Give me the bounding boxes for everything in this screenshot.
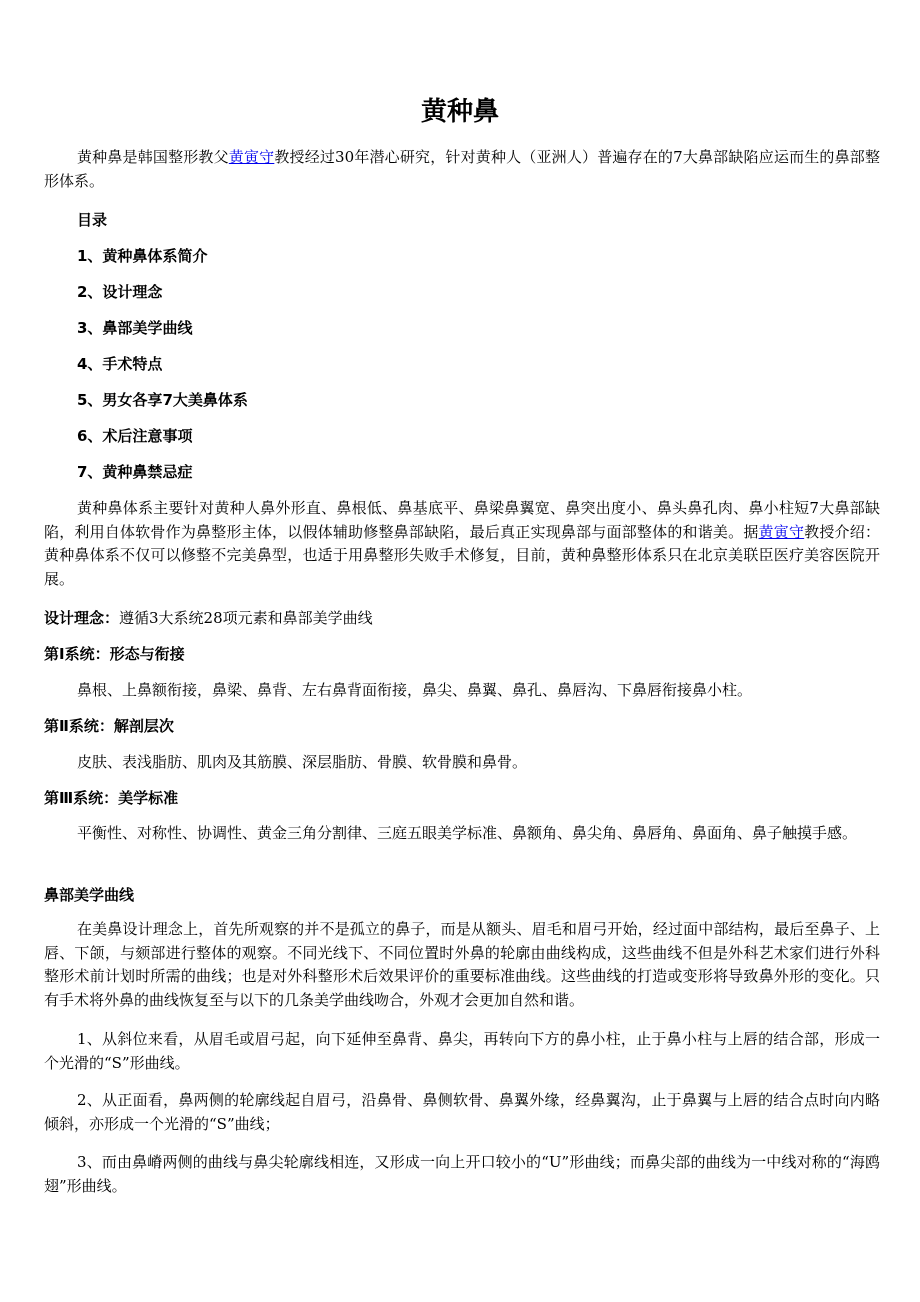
- page-title: 黄种鼻: [420, 97, 499, 127]
- summary-paragraph: [44, 497, 880, 591]
- curves-intro: 在美鼻设计理念上，首先所观察的并不是孤立的鼻子，而是从额头、眉毛和眉弓开始，经过面中部结构，最后至鼻子、上唇、下颌，与颏部进行整体的观察。不同光线下、不同位置时外鼻的轮廓由曲线构成，这些曲线不但是外科艺术家们进行外科整形术前计划时所需的曲线；也是对外科整形术后效果评价的重要标准曲线。这些曲线的打造或变形将导致鼻外形的变化。只有手术将外鼻的曲线恢复至与以下的几条美学曲线吻合，外观才会更加自然和谐。: [44, 920, 880, 1009]
- design-heading-text: 遵循3大系统28项元素和鼻部美学曲线: [119, 609, 373, 627]
- curves-heading: 鼻部美学曲线: [44, 886, 135, 904]
- system-3-heading: 第Ⅲ系统：美学标准: [44, 789, 179, 807]
- system-3-text: 平衡性、对称性、协调性、黄金三角分割律、三庭五眼美学标准、鼻额角、鼻尖角、鼻唇角、鼻面角、鼻子触摸手感。: [77, 824, 858, 842]
- curve-item-3: 3、而由鼻嵴两侧的曲线与鼻尖轮廓线相连，又形成一向上开口较小的“U”形曲线；而鼻尖部的曲线为一中线对称的“海鸥翅”形曲线。: [44, 1153, 880, 1195]
- toc-item-5: 5、男女各享7大美鼻体系: [77, 391, 248, 409]
- summary-text-part2: 教授介绍：黄种鼻体系不仅可以修整不完美鼻型，也适于用鼻整形失败手术修复，目前，黄种鼻整形体系只在北京美联臣医疗美容医院开展。: [44, 522, 880, 588]
- toc-item-1: 1、黄种鼻体系简介: [77, 247, 208, 265]
- design-heading: [44, 607, 880, 629]
- summary-text-part1: 黄种鼻体系主要针对黄种人鼻外形直、鼻根低、鼻基底平、鼻梁鼻翼宽、鼻突出度小、鼻头鼻孔肉、鼻小柱短7大鼻部缺陷，利用自体软骨作为鼻整形主体，以假体辅助修整鼻部缺陷，最后真正实现鼻部与面部整体的和谐美。据: [44, 499, 880, 541]
- system-2-heading: 第Ⅱ系统：解剖层次: [44, 717, 174, 735]
- curve-item-2: 2、从正面看，鼻两侧的轮廓线起自眉弓，沿鼻骨、鼻侧软骨、鼻翼外缘，经鼻翼沟，止于鼻翼与上唇的结合点时向内略倾斜，亦形成一个光滑的“S”曲线；: [44, 1091, 880, 1133]
- system-1-text: 鼻根、上鼻额衔接，鼻梁、鼻背、左右鼻背面衔接，鼻尖、鼻翼、鼻孔、鼻唇沟、下鼻唇衔接鼻小柱。: [77, 681, 753, 699]
- summary-author-link[interactable]: 黄寅守: [758, 522, 805, 541]
- toc-heading: 目录: [77, 211, 108, 229]
- toc-item-7: 7、黄种鼻禁忌症: [77, 463, 193, 481]
- curve-item-1: 1、从斜位来看，从眉毛或眉弓起，向下延伸至鼻背、鼻尖，再转向下方的鼻小柱，止于鼻小柱与上唇的结合部，形成一个光滑的“S”形曲线。: [44, 1030, 880, 1072]
- system-2-text: 皮肤、表浅脂肪、肌肉及其筋膜、深层脂肪、骨膜、软骨膜和鼻骨。: [77, 753, 528, 771]
- intro-paragraph: [44, 146, 880, 193]
- toc-item-6: 6、术后注意事项: [77, 427, 193, 445]
- toc-item-4: 4、手术特点: [77, 355, 163, 373]
- toc-item-2: 2、设计理念: [77, 283, 163, 301]
- intro-text-after: 教授经过30年潜心研究，针对黄种人（亚洲人）普遍存在的7大鼻部缺陷应运而生的鼻部整形体系。: [44, 148, 880, 190]
- design-heading-label: 设计理念：: [44, 609, 120, 627]
- system-1-heading: 第Ⅰ系统：形态与衔接: [44, 645, 185, 663]
- toc-item-3: 3、鼻部美学曲线: [77, 319, 193, 337]
- intro-author-link[interactable]: 黄寅守: [228, 148, 275, 166]
- intro-text-before: 黄种鼻是韩国整形教父: [77, 148, 229, 166]
